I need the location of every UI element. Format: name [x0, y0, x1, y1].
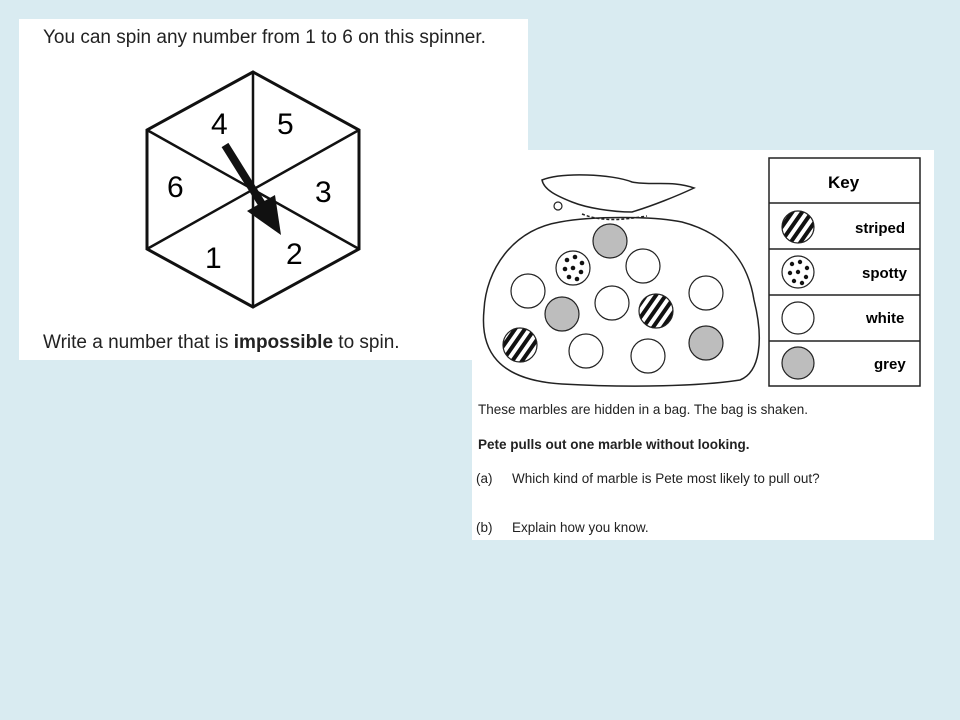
- marble-bag-text: These marbles are hidden in a bag. The bag is shaken.: [478, 402, 808, 417]
- marble-pull-text: Pete pulls out one marble without looking.: [478, 437, 750, 452]
- spinner-number-3: 3: [315, 176, 332, 209]
- marble-grey: [689, 326, 723, 360]
- marble-white: [511, 274, 545, 308]
- question-b-text: Explain how you know.: [512, 520, 649, 535]
- spinner-number-1: 1: [205, 242, 222, 275]
- key-label-striped: striped: [855, 220, 906, 237]
- marble-grey: [593, 224, 627, 258]
- spinner-number-5: 5: [277, 108, 294, 141]
- impossible-emphasis: impossible: [233, 332, 334, 353]
- marble-white: [595, 286, 629, 320]
- question-a-label: (a): [476, 471, 493, 486]
- key-label-spotty: spotty: [862, 265, 907, 282]
- marble-white: [631, 339, 665, 373]
- spinner-number-6: 6: [167, 171, 184, 204]
- spinner-number-4: 4: [211, 108, 228, 141]
- spinner-intro-text: You can spin any number from 1 to 6 on this spinner.: [43, 27, 486, 48]
- marble-striped: [639, 294, 673, 328]
- marble-white: [569, 334, 603, 368]
- key-grey-marble-icon: [782, 347, 814, 379]
- key-label-white: white: [866, 310, 905, 327]
- question-b-label: (b): [476, 520, 493, 535]
- spinner-question-card: [19, 19, 528, 360]
- key-label-grey: grey: [874, 356, 906, 373]
- marble-bag-diagram: [472, 150, 934, 400]
- marble-grey: [545, 297, 579, 331]
- bag-top: [542, 175, 694, 212]
- marble-key: [769, 158, 920, 386]
- marble-white: [689, 276, 723, 310]
- key-title: Key: [828, 173, 860, 192]
- question-a-text: Which kind of marble is Pete most likely to pull out?: [512, 471, 820, 486]
- spinner-diagram: [19, 19, 528, 360]
- spinner-number-2: 2: [286, 238, 303, 271]
- marble-spotty: [556, 251, 590, 285]
- spinner-question-text: Write a number that is impossible to spin.: [43, 332, 400, 353]
- marbles-question-card: [472, 150, 934, 540]
- marble-white: [626, 249, 660, 283]
- key-spotty-marble-icon: [782, 256, 814, 288]
- key-white-marble-icon: [782, 302, 814, 334]
- marble-striped: [503, 328, 537, 362]
- key-striped-marble-icon: [782, 211, 814, 243]
